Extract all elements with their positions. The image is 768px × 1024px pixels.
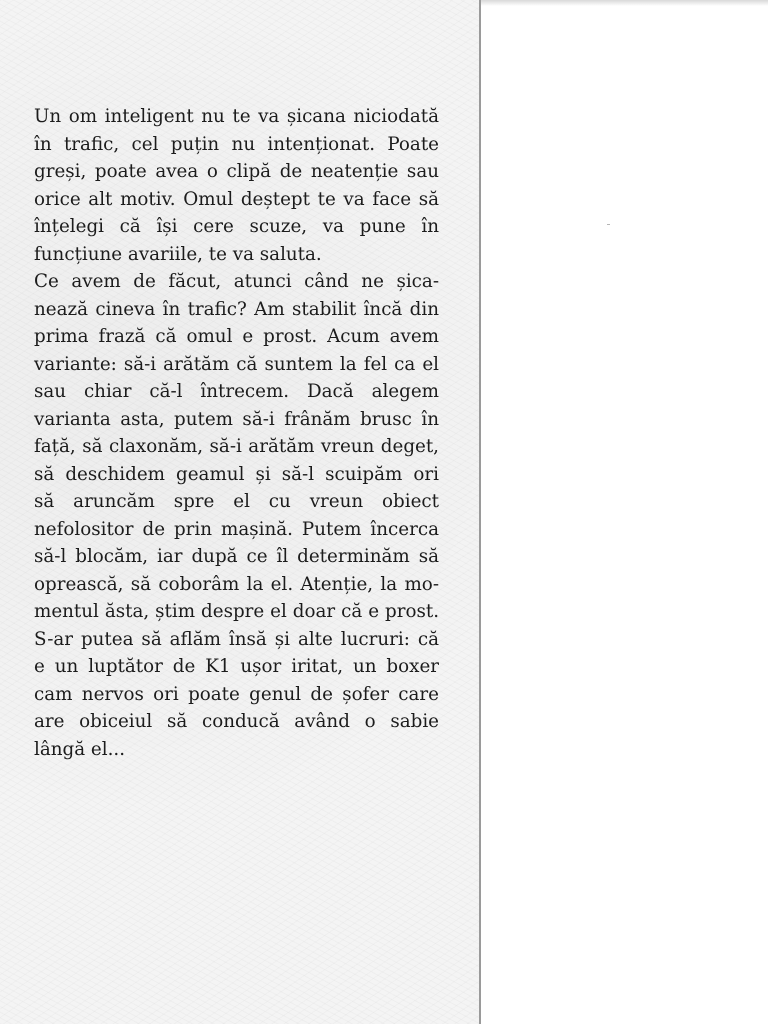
right-page: [481, 0, 768, 1024]
text-line: lângă el...: [34, 738, 126, 760]
text-line: varianta asta, putem să-i frânăm brusc în: [34, 408, 439, 430]
paper-speck: [607, 224, 610, 225]
text-line: greși, poate avea o clipă de neatenție sau: [34, 161, 439, 182]
text-line: să aruncăm spre el cu vreun obiect: [34, 491, 439, 512]
text-line: sau chiar că-l întrecem. Dacă alegem: [34, 381, 439, 402]
text-line: să-l blocăm, iar după ce îl determinăm să: [34, 546, 439, 567]
text-line: orice alt motiv. Omul deștept te va face să: [34, 188, 439, 210]
text-line: față, să claxonăm, să-i arătăm vreun deget,: [34, 436, 439, 457]
text-line: în trafic, cel puțin nu intenționat. Poate: [34, 133, 439, 155]
text-line: nefolositor de prin mașină. Putem încerca: [34, 518, 439, 540]
text-line: Un om inteligent nu te va șicana niciodată: [34, 106, 439, 127]
text-line: are obiceiul să conducă având o sabie: [34, 711, 439, 732]
text-line: să deschidem geamul și să-l scuipăm ori: [34, 463, 439, 485]
text-line: Ce avem de făcut, atunci când ne șica-: [34, 271, 439, 292]
text-line: S-ar putea să aflăm însă și alte lucruri: că: [34, 628, 439, 650]
text-line: mentul ăsta, știm despre el doar că e prost.: [34, 601, 439, 622]
text-line: variante: să-i arătăm că suntem la fel ca el: [34, 353, 439, 375]
text-line: prima frază că omul e prost. Acum avem: [34, 326, 439, 347]
text-line: funcțiune avariile, te va saluta.: [34, 243, 322, 265]
text-line: oprească, să coborâm la el. Atenție, la mo-: [34, 573, 439, 595]
text-line: nează cineva în trafic? Am stabilit încă din: [34, 298, 439, 320]
text-line: cam nervos ori poate genul de șofer care: [34, 683, 439, 705]
right-page-top-shadow: [481, 0, 768, 6]
text-line: e un luptător de K1 ușor iritat, un boxer: [34, 656, 439, 677]
text-line: înțelegi că își cere scuze, va pune în: [34, 216, 439, 237]
body-text: [34, 103, 439, 763]
